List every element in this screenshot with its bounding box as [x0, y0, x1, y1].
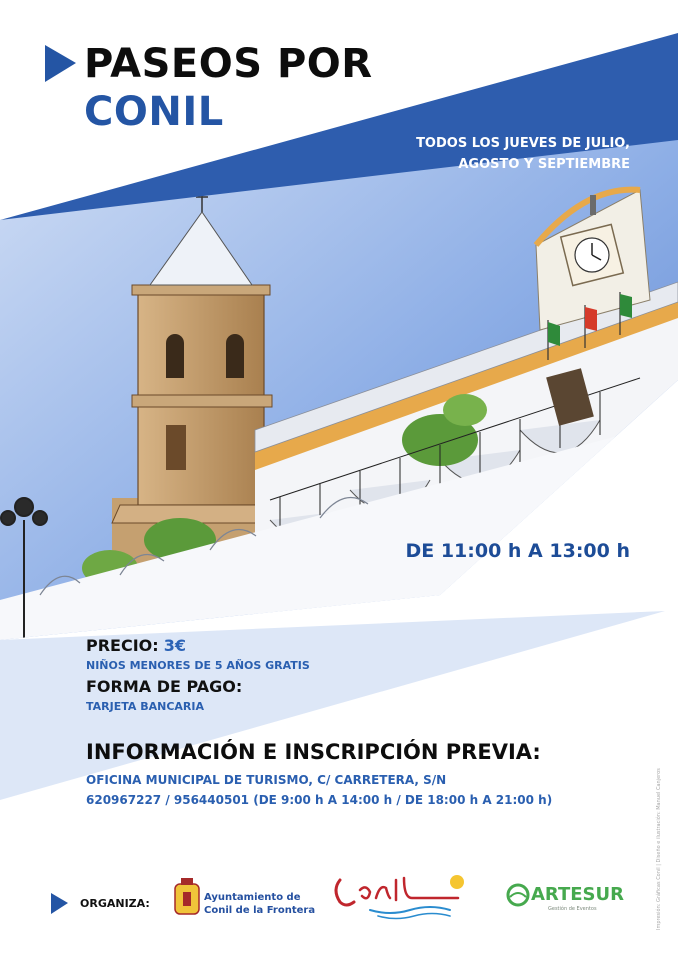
ayuntamiento-line-1: Ayuntamiento de: [204, 892, 301, 903]
arrow-right-icon: [45, 45, 76, 82]
print-credit: Impresión: Gráficas Conil | Diseño e ilustración: Manuel Canjeros: [656, 768, 662, 930]
info-line-2: 620967227 / 956440501 (DE 9:00 h A 14:00 h / DE 18:00 h A 21:00 h): [86, 793, 553, 807]
title-line-1: PASEOS POR: [84, 41, 373, 87]
payment-value: TARJETA BANCARIA: [86, 700, 204, 713]
title-line-2: CONIL: [84, 89, 224, 135]
arrow-right-icon: [51, 893, 68, 914]
town-illustration: [0, 100, 678, 660]
price-label: PRECIO:: [86, 636, 159, 655]
payment-label: FORMA DE PAGO:: [86, 677, 243, 696]
coat-of-arms-icon: [175, 878, 199, 914]
schedule-dates: [330, 133, 630, 175]
sun-icon: [450, 875, 464, 889]
ayuntamiento-line-2: Conil de la Frontera: [204, 905, 316, 916]
ayuntamiento-logo-text: [204, 891, 315, 917]
artesur-subtitle: Gestión de Eventos: [548, 906, 597, 912]
price-value: 3€: [163, 636, 187, 655]
price-note: NIÑOS MENORES DE 5 AÑOS GRATIS: [86, 659, 310, 672]
schedule-hours: DE 11:00 h A 13:00 h: [405, 540, 630, 562]
dates-line-1: TODOS LOS JUEVES DE JULIO,: [416, 136, 630, 151]
artesur-logo-text: ARTESUR: [531, 884, 624, 905]
conil-logo: [336, 878, 458, 919]
organiza-label: ORGANIZA:: [80, 897, 150, 910]
artesur-logo-icon: [508, 885, 528, 905]
info-heading: INFORMACIÓN E INSCRIPCIÓN PREVIA:: [86, 740, 541, 764]
price-block: [86, 636, 310, 713]
dates-line-2: AGOSTO Y SEPTIEMBRE: [458, 157, 630, 172]
info-line-1: OFICINA MUNICIPAL DE TURISMO, C/ CARRETERA, S/N: [86, 773, 447, 787]
